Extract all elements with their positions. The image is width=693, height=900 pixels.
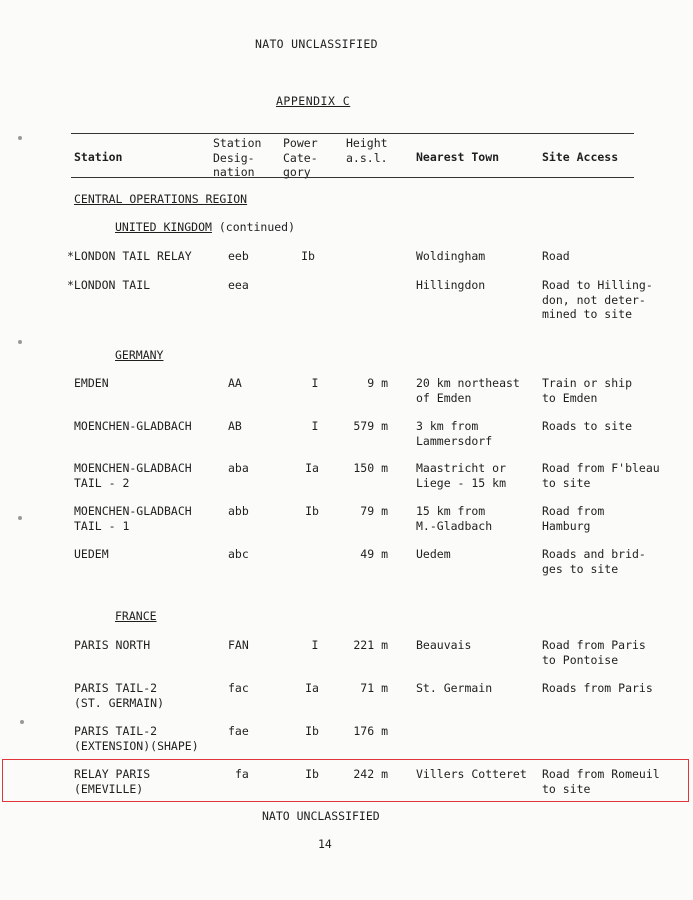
col-header-power: Power Cate- gory: [283, 136, 318, 179]
punch-mark: [18, 136, 22, 140]
highlight-box: [2, 759, 689, 802]
station-name: UEDEM: [74, 547, 109, 561]
station-designation: eea: [228, 278, 249, 292]
site-access: Train or ship to Emden: [542, 376, 633, 405]
station-designation: fae: [228, 724, 249, 738]
station-name: MOENCHEN-GLADBACH TAIL - 2: [74, 461, 192, 490]
station-designation: abb: [228, 504, 249, 518]
page-number: 14: [318, 837, 332, 851]
nearest-town: 15 km from M.-Gladbach: [416, 504, 493, 533]
nearest-town: Maastricht or Liege - 15 km: [416, 461, 507, 490]
col-header-height: Height a.s.l.: [346, 136, 388, 165]
height-asl: 150 m: [353, 461, 388, 475]
section-heading-germany: GERMANY: [115, 348, 164, 362]
region-heading: CENTRAL OPERATIONS REGION: [74, 192, 248, 206]
nearest-town: Woldingham: [416, 249, 486, 263]
station-name: PARIS TAIL-2 (ST. GERMAIN): [74, 681, 165, 710]
site-access: Roads to site: [542, 419, 633, 433]
station-name: RELAY PARIS (EMEVILLE): [74, 767, 151, 796]
height-asl: 221 m: [353, 638, 388, 652]
nearest-town: 3 km from Lammersdorf: [416, 419, 493, 448]
nearest-town: Hillingdon: [416, 278, 486, 292]
height-asl: 9 m: [367, 376, 388, 390]
station-name: PARIS NORTH: [74, 638, 151, 652]
station-designation: fac: [228, 681, 249, 695]
nearest-town: 20 km northeast of Emden: [416, 376, 520, 405]
nearest-town: Beauvais: [416, 638, 472, 652]
power-category: Ia: [305, 461, 319, 475]
col-header-designation: Station Desig- nation: [213, 136, 262, 179]
height-asl: 242 m: [353, 767, 388, 781]
station-name: MOENCHEN-GLADBACH: [74, 419, 192, 433]
nearest-town: St. Germain: [416, 681, 493, 695]
table-top-rule: [71, 133, 634, 134]
station-name: EMDEN: [74, 376, 109, 390]
col-header-station: Station: [74, 150, 123, 164]
section-heading-uk: UNITED KINGDOM (continued): [115, 220, 296, 234]
site-access: Roads and brid- ges to site: [542, 547, 646, 576]
height-asl: 79 m: [360, 504, 388, 518]
height-asl: 176 m: [353, 724, 388, 738]
col-header-access: Site Access: [542, 150, 619, 164]
power-category: Ib: [301, 249, 315, 263]
col-header-town: Nearest Town: [416, 150, 500, 164]
station-name: MOENCHEN-GLADBACH TAIL - 1: [74, 504, 192, 533]
station-designation: abc: [228, 547, 249, 561]
site-access: Roads from Paris: [542, 681, 653, 695]
section-heading-france: FRANCE: [115, 609, 157, 623]
site-access: Road to Hilling- don, not deter- mined to site: [542, 278, 653, 321]
station-designation: FAN: [228, 638, 249, 652]
station-designation: aba: [228, 461, 249, 475]
station-name: *LONDON TAIL: [67, 278, 151, 292]
station-name: *LONDON TAIL RELAY: [67, 249, 192, 263]
height-asl: 71 m: [360, 681, 388, 695]
site-access: Road from F'bleau to site: [542, 461, 660, 490]
station-designation: AA: [228, 376, 242, 390]
power-category: I: [311, 638, 319, 652]
height-asl: 579 m: [353, 419, 388, 433]
site-access: Road from Paris to Pontoise: [542, 638, 646, 667]
station-designation: AB: [228, 419, 242, 433]
nearest-town: Uedem: [416, 547, 451, 561]
table-header-rule: [71, 177, 634, 178]
station-designation: eeb: [228, 249, 249, 263]
site-access: Road: [542, 249, 570, 263]
punch-mark: [18, 516, 22, 520]
power-category: Ib: [305, 504, 319, 518]
power-category: Ib: [305, 767, 319, 781]
punch-mark: [20, 720, 24, 724]
appendix-title: APPENDIX C: [276, 94, 351, 108]
power-category: I: [311, 376, 319, 390]
power-category: I: [311, 419, 319, 433]
nearest-town: Villers Cotteret: [416, 767, 527, 781]
height-asl: 49 m: [360, 547, 388, 561]
power-category: Ia: [305, 681, 319, 695]
header-classification: NATO UNCLASSIFIED: [255, 37, 378, 51]
site-access: Road from Hamburg: [542, 504, 605, 533]
site-access: Road from Romeuil to site: [542, 767, 660, 796]
footer-classification: NATO UNCLASSIFIED: [262, 809, 380, 823]
power-category: Ib: [305, 724, 319, 738]
station-name: PARIS TAIL-2 (EXTENSION)(SHAPE): [74, 724, 199, 753]
punch-mark: [18, 340, 22, 344]
station-designation: fa: [235, 767, 249, 781]
